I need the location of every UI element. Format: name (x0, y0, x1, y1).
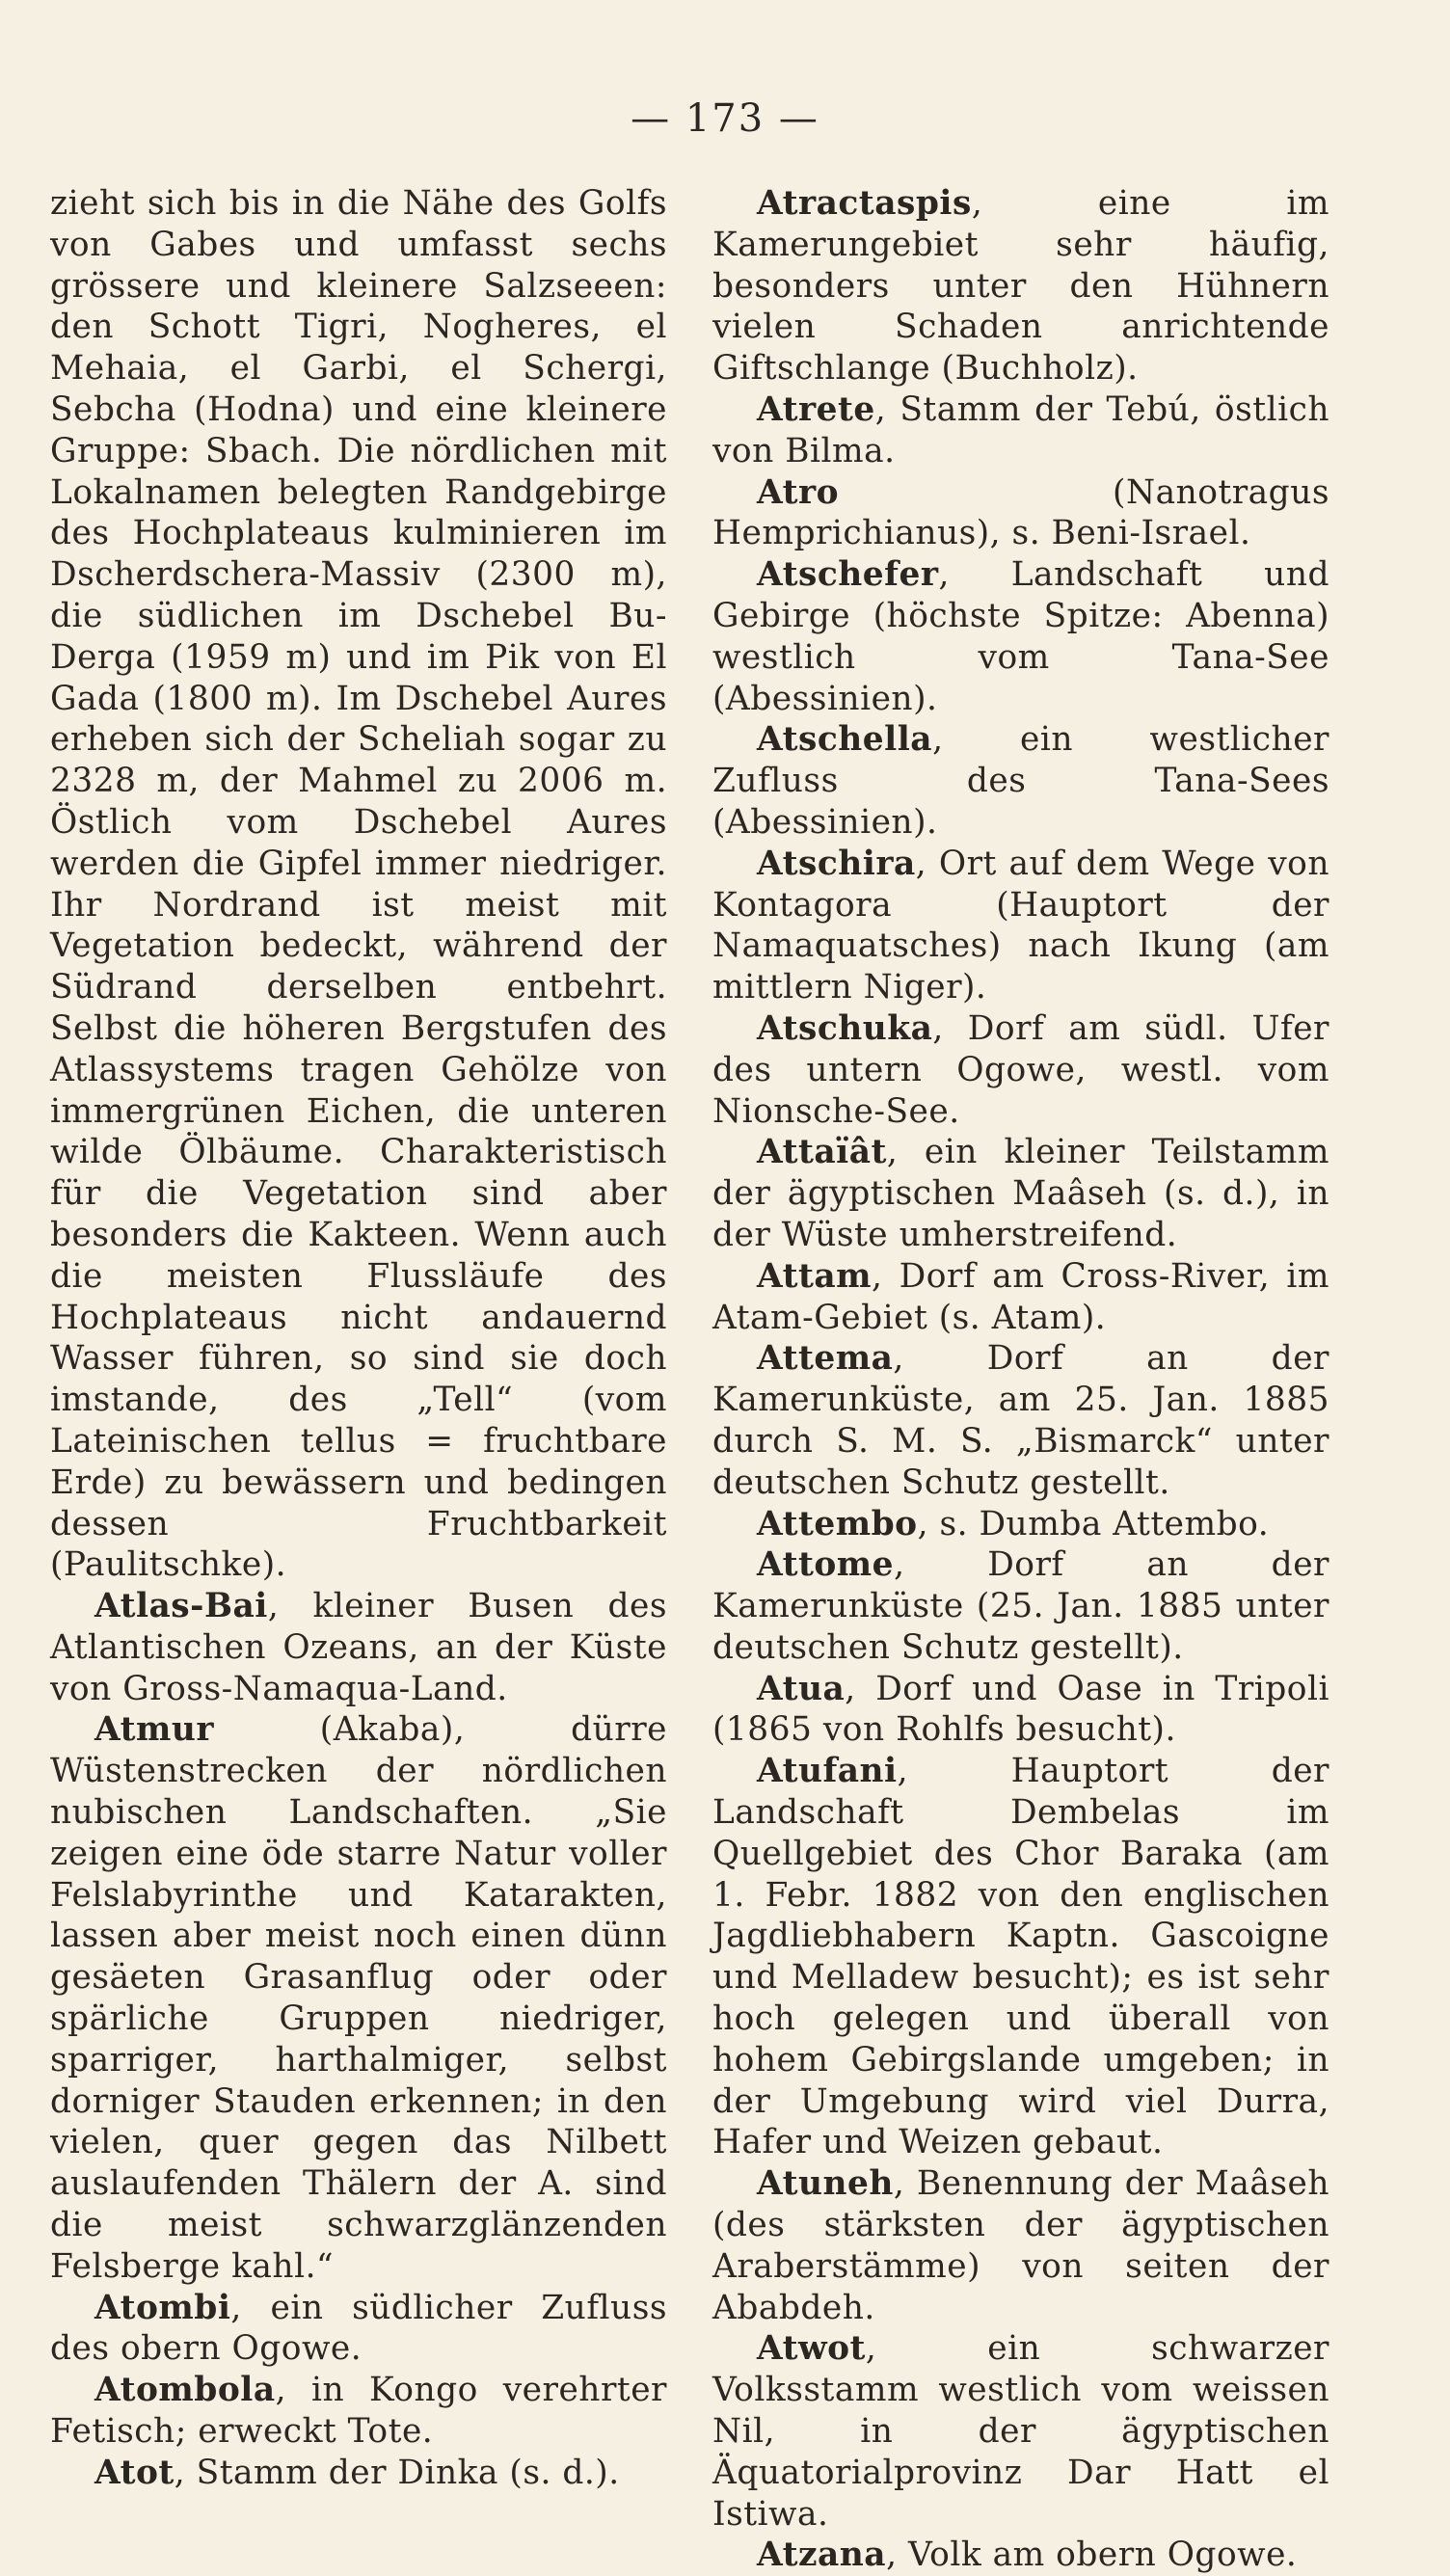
entry-term: Atufani (757, 1752, 898, 1791)
entry-text: , eine im Kamerungebiet sehr häufig, besonders unter den Hühnern vielen Schaden anrichtende Giftschlange (Buchholz). (712, 184, 1329, 389)
entry-term: Atrete (757, 389, 875, 429)
entry-atmur (50, 1709, 667, 2287)
entry-term: Atschuka (757, 1008, 933, 1048)
entry-text: , Stamm der Tebú, östlich von Bilma. (712, 389, 1329, 470)
entry-atlas-bai (50, 1586, 667, 1709)
entry-text: , ein westlicher Zufluss des Tana-Sees (Abessinien). (712, 720, 1329, 842)
entry-text: , Ort auf dem Wege von Kontagora (Hauptort der Namaquatsches) nach Ikung (am mittlern Niger). (712, 844, 1329, 1007)
entry-text: , ein kleiner Teilstamm der ägyptischen Maâseh (s. d.), in der Wüste umherstreifend. (712, 1133, 1329, 1254)
entry-atschuka (712, 1008, 1329, 1132)
entry-term: Atschira (757, 844, 916, 883)
entry-term: Atombola (94, 2371, 276, 2410)
entry-attembo (712, 1504, 1329, 1545)
entry-text: , Volk am obern Ogowe. (886, 2536, 1298, 2575)
entry-text: , Landschaft und Gebirge (höchste Spitze: Abenna) westlich vom Tana-See (Abessinien). (712, 555, 1329, 718)
entry-atschella (712, 719, 1329, 843)
entry-term: Attome (757, 1545, 895, 1585)
entry-attema (712, 1338, 1329, 1503)
entry-text: , Stamm der Dinka (s. d.). (174, 2453, 620, 2492)
entry-text: , Benennung der Maâseh (des stärksten der ägyptischen Araberstämme) von seiten der Ababdeh. (712, 2164, 1329, 2327)
entry-atombi (50, 2288, 667, 2371)
entry-atractaspis (712, 183, 1329, 389)
entry-atrete (712, 389, 1329, 472)
entry-text: , ein südlicher Zufluss des obern Ogowe. (50, 2288, 667, 2369)
entry-attome (712, 1544, 1329, 1668)
entry-text: , kleiner Busen des Atlantischen Ozeans, an der Küste von Gross-Namaqua-Land. (50, 1587, 667, 1708)
entry-atombola (50, 2370, 667, 2453)
entry-term: Attaïât (757, 1133, 887, 1172)
entry-term: Atractaspis (757, 184, 972, 223)
entry-term: Attema (757, 1339, 894, 1379)
entry-text: , s. Dumba Attembo. (917, 1504, 1270, 1543)
entry-text: , Dorf an der Kamerunküste (25. Jan. 1885 unter deutschen Schutz gestellt). (712, 1545, 1329, 1667)
entry-text: , Dorf an der Kamerunküste, am 25. Jan. 1885 durch S. M. S. „Bismarck“ unter deutschen Schutz gestellt. (712, 1339, 1329, 1502)
entry-atschefer (712, 554, 1329, 719)
entry-attaiat (712, 1132, 1329, 1255)
entry-term: Atuneh (757, 2164, 894, 2204)
entry-atwot (712, 2328, 1329, 2535)
entry-term: Atro (757, 472, 840, 512)
entry-term: Atschella (757, 720, 933, 760)
entry-text: , Dorf am Cross-River, im Atam-Gebiet (s. Atam). (712, 1256, 1329, 1337)
entry-attam (712, 1256, 1329, 1339)
entry-atua (712, 1669, 1329, 1752)
entry-term: Atua (757, 1669, 846, 1708)
continuation-paragraph: zieht sich bis in die Nähe des Golfs von Gabes und umfasst sechs grössere und kleinere Salzseeen: den Schott Tigri, Nogheres, el Mehaia, el Garbi, el Schergi, Sebcha (Hodna) und eine kleinere Gruppe: Sbach. Die nördlichen mit Lokalnamen belegten Randgebirge des Hochplateaus kulminieren im Dscherdschera-Massiv (2300 m), die südlichen im Dschebel Bu-Derga (1959 m) und im Pik von El Gada (1800 m). Im Dschebel Aures erheben sich der Scheliah sogar zu 2328 m, der Mahmel zu 2006 m. Östlich vom Dschebel Aures werden die Gipfel immer niedriger. Ihr Nordrand ist meist mit Vegetation bedeckt, während der Südrand derselben entbehrt. Selbst die höheren Bergstufen des Atlassystems tragen Gehölze von immergrünen Eichen, die unteren wilde Ölbäume. Charakteristisch für die Vegetation sind aber besonders die Kakteen. Wenn auch die meisten Flussläufe des Hochplateaus nicht andauernd Wasser führen, so sind sie doch imstande, des „Tell“ (vom Lateinischen tellus = fruchtbare Erde) zu bewässern und bedingen dessen Fruchtbarkeit (Paulitschke). (50, 184, 667, 1585)
entry-term: Atzana (757, 2536, 887, 2575)
entry-term: Atwot (757, 2329, 866, 2369)
entry-term: Atschefer (757, 555, 939, 595)
right-column (712, 183, 1329, 2576)
entry-text: , Dorf und Oase in Tripoli (1865 von Rohlfs besucht). (712, 1669, 1329, 1750)
entry-term: Attembo (757, 1504, 918, 1543)
page-number: — 173 — (631, 96, 819, 141)
entry-atschira (712, 844, 1329, 1008)
entry-atufani (712, 1751, 1329, 2163)
entry-atzana (712, 2535, 1329, 2576)
entry-text: (Nanotragus Hemprichianus), s. Beni-Israel. (712, 472, 1329, 553)
entry-atro (712, 472, 1329, 555)
entry-text: , ein schwarzer Volksstamm westlich vom weissen Nil, in der ägyptischen Äquatorialprovinz Dar Hatt el Istiwa. (712, 2329, 1329, 2534)
entry-term: Atombi (94, 2288, 231, 2327)
entry-atuneh (712, 2163, 1329, 2328)
entry-term: Atlas-Bai (94, 1587, 268, 1626)
entry-term: Attam (757, 1256, 873, 1296)
entry-text: , in Kongo verehrter Fetisch; erweckt Tote. (50, 2371, 667, 2452)
entry-atot (50, 2453, 667, 2494)
entry-text: , Dorf am südl. Ufer des untern Ogowe, westl. vom Nionsche-See. (712, 1008, 1329, 1131)
entry-text: (Akaba), dürre Wüstenstrecken der nördlichen nubischen Landschaften. „Sie zeigen eine öde starre Natur voller Felslabyrinthe und Katarakten, lassen aber meist noch einen dünn gesäeten Grasanflug oder oder spärliche Gruppen niedriger, sparriger, harthalmiger, selbst dorniger Stauden erkennen; in den vielen, quer gegen das Nilbett auslaufenden Thälern der A. sind die meist schwarzglänzenden Felsberge kahl.“ (50, 1710, 667, 2286)
left-column (50, 183, 667, 2494)
entry-text: , Hauptort der Landschaft Dembelas im Quellgebiet des Chor Baraka (am 1. Febr. 1882 von den englischen Jagdliebhabern Kaptn. Gascoigne und Melladew besucht); es ist sehr hoch gelegen und überall von hohem Gebirgslande umgeben; in der Umgebung wird viel Durra, Hafer und Weizen gebaut. (712, 1752, 1329, 2162)
entry-term: Atmur (94, 1710, 214, 1750)
entry-term: Atot (94, 2453, 175, 2492)
